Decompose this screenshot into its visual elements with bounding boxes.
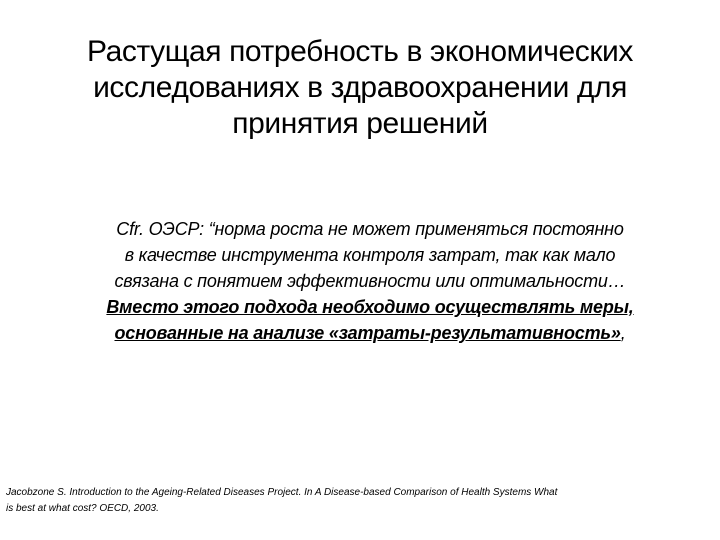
reference-line: Jacobzone S. Introduction to the Ageing-Related Diseases Project. In A Disease-based Comparison of Health Systems What bbox=[6, 487, 558, 498]
quote-line: связана с понятием эффективности или оптимальности… bbox=[114, 271, 626, 291]
quote-emphasis-line: основанные на анализе «затраты-результативность» bbox=[114, 323, 621, 343]
title-line: принятия решений bbox=[232, 107, 488, 140]
quote-trailing-comma: , bbox=[620, 323, 626, 343]
quote-line: Cfr. ОЭСР: “норма роста не может применяться постоянно bbox=[116, 219, 624, 239]
quote-line: в качестве инструмента контроля затрат, так как мало bbox=[124, 245, 616, 265]
slide-title bbox=[30, 34, 690, 142]
title-line: Растущая потребность в экономических bbox=[86, 35, 634, 68]
quote-emphasis-line: Вместо этого подхода необходимо осуществлять меры, bbox=[106, 297, 634, 317]
reference-footnote bbox=[6, 485, 706, 517]
quote-emphasis-wrapper bbox=[30, 320, 710, 346]
title-line: исследованиях в здравоохранении для bbox=[93, 71, 627, 104]
reference-line: is best at what cost? OECD, 2003. bbox=[6, 503, 159, 514]
quote-block bbox=[30, 216, 710, 346]
